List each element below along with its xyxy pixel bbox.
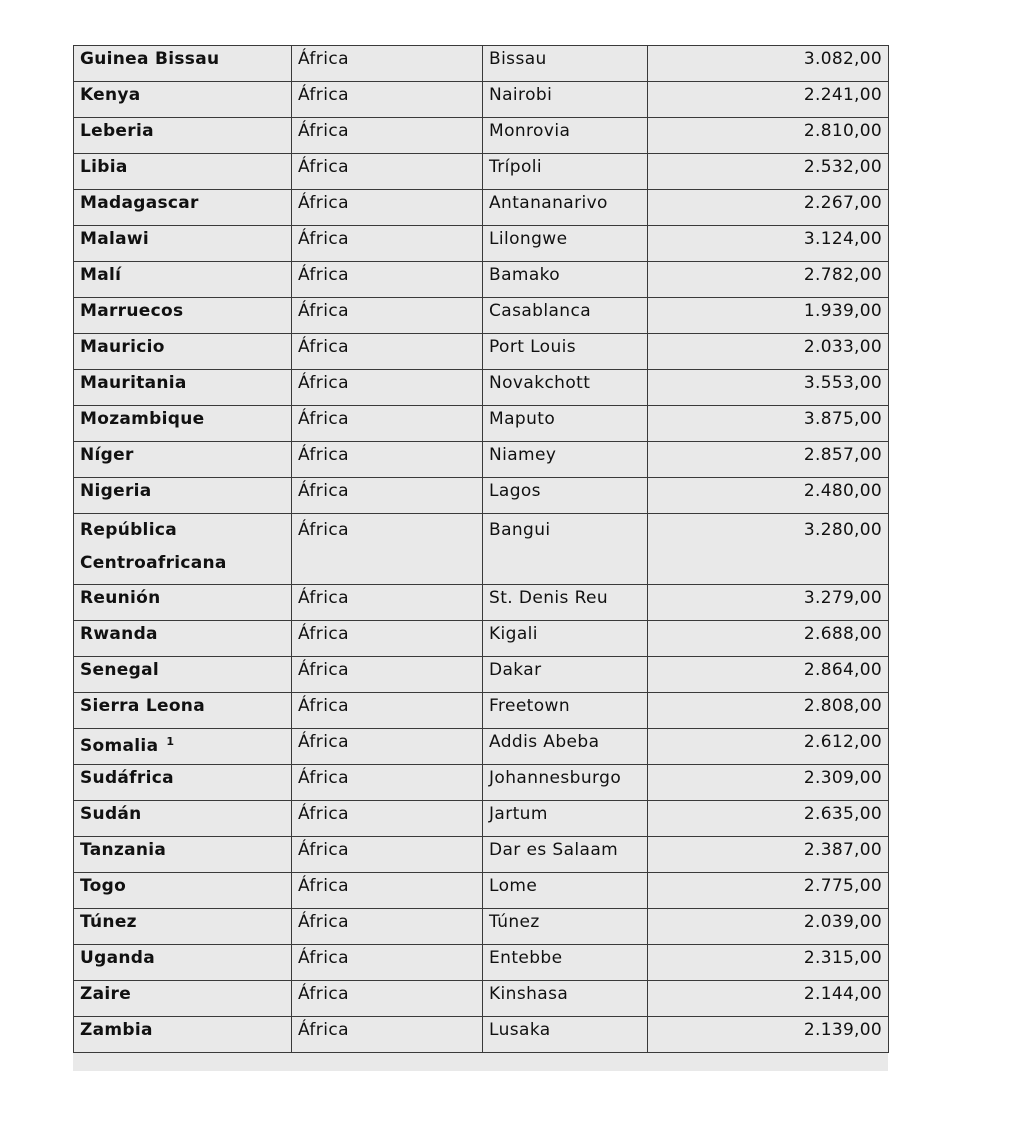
- value-cell-text: 2.144,00: [803, 984, 882, 1004]
- country-cell: [74, 82, 292, 118]
- country-cell: [74, 406, 292, 442]
- table-row: [74, 981, 889, 1017]
- value-cell-text: 2.612,00: [803, 732, 882, 752]
- continent-cell-text: África: [298, 193, 349, 213]
- capital-cell: [483, 334, 648, 370]
- continent-cell: [292, 945, 483, 981]
- country-cell-text: Madagascar: [80, 193, 199, 213]
- value-cell: [648, 837, 889, 873]
- country-cell: [74, 873, 292, 909]
- capital-cell: [483, 46, 648, 82]
- country-cell: [74, 729, 292, 765]
- country-cell-text: Zaire: [80, 984, 132, 1004]
- capital-cell-text: Trípoli: [489, 157, 543, 177]
- country-cell: [74, 585, 292, 621]
- continent-cell: [292, 334, 483, 370]
- value-cell: [648, 1017, 889, 1053]
- capital-cell: [483, 585, 648, 621]
- capital-cell-text: Antananarivo: [489, 193, 608, 213]
- table-row: [74, 909, 889, 945]
- capital-cell-text: Bissau: [489, 49, 547, 69]
- table-row: [74, 657, 889, 693]
- value-cell-text: 2.864,00: [803, 660, 882, 680]
- value-cell-text: 2.480,00: [803, 481, 882, 501]
- continent-cell: [292, 837, 483, 873]
- country-cell-text: Mozambique: [80, 409, 205, 429]
- country-cell-text: Mauricio: [80, 337, 165, 357]
- capital-cell-text: Maputo: [489, 409, 556, 429]
- table-row: [74, 514, 889, 585]
- continent-cell-text: África: [298, 624, 349, 644]
- table-row: [74, 585, 889, 621]
- capital-cell-text: Bamako: [489, 265, 561, 285]
- value-cell: [648, 334, 889, 370]
- country-cell: [74, 262, 292, 298]
- country-cell: [74, 442, 292, 478]
- continent-cell: [292, 370, 483, 406]
- country-cell-text: Sudán: [80, 804, 142, 824]
- value-cell-text: 3.124,00: [803, 229, 882, 249]
- country-cell-text: Uganda: [80, 948, 155, 968]
- table-row: [74, 154, 889, 190]
- capital-cell-text: Kigali: [489, 624, 538, 644]
- capital-cell: [483, 370, 648, 406]
- capital-cell: [483, 226, 648, 262]
- table-row: [74, 621, 889, 657]
- continent-cell-text: África: [298, 85, 349, 105]
- capital-cell: [483, 621, 648, 657]
- capital-cell-text: Nairobi: [489, 85, 553, 105]
- table-row: [74, 298, 889, 334]
- continent-cell: [292, 406, 483, 442]
- capital-cell-text: Lilongwe: [489, 229, 568, 249]
- value-cell-text: 2.782,00: [803, 265, 882, 285]
- capital-cell-text: Jartum: [489, 804, 548, 824]
- value-cell: [648, 693, 889, 729]
- continent-cell: [292, 981, 483, 1017]
- country-cell: [74, 226, 292, 262]
- continent-cell-text: África: [298, 732, 349, 752]
- table-row: [74, 945, 889, 981]
- capital-cell: [483, 1017, 648, 1053]
- capital-cell: [483, 298, 648, 334]
- continent-cell: [292, 801, 483, 837]
- capital-cell-text: Addis Abeba: [489, 732, 600, 752]
- table-row: [74, 801, 889, 837]
- continent-cell-text: África: [298, 157, 349, 177]
- table-row: [74, 82, 889, 118]
- capital-cell: [483, 478, 648, 514]
- capital-cell: [483, 154, 648, 190]
- value-cell-text: 2.309,00: [803, 768, 882, 788]
- continent-cell: [292, 82, 483, 118]
- continent-cell-text: África: [298, 768, 349, 788]
- value-cell-text: 3.280,00: [803, 520, 882, 540]
- value-cell: [648, 154, 889, 190]
- value-cell: [648, 909, 889, 945]
- country-cell-text: Marruecos: [80, 301, 184, 321]
- table-row: [74, 190, 889, 226]
- value-cell-text: 2.810,00: [803, 121, 882, 141]
- country-cell: [74, 190, 292, 226]
- country-cell-text: Malawi: [80, 229, 150, 249]
- table-row: [74, 262, 889, 298]
- continent-cell: [292, 657, 483, 693]
- value-cell: [648, 118, 889, 154]
- capital-cell-text: Monrovia: [489, 121, 571, 141]
- value-cell: [648, 298, 889, 334]
- capital-cell: [483, 657, 648, 693]
- value-cell-text: 2.688,00: [803, 624, 882, 644]
- continent-cell: [292, 514, 483, 585]
- value-cell: [648, 442, 889, 478]
- value-cell: [648, 981, 889, 1017]
- capital-cell: [483, 945, 648, 981]
- continent-cell: [292, 693, 483, 729]
- continent-cell: [292, 765, 483, 801]
- continent-cell-text: África: [298, 229, 349, 249]
- continent-cell: [292, 118, 483, 154]
- continent-cell: [292, 585, 483, 621]
- country-cell: [74, 765, 292, 801]
- value-cell-text: 1.939,00: [803, 301, 882, 321]
- continent-cell-text: África: [298, 520, 349, 540]
- capital-cell-text: Lome: [489, 876, 538, 896]
- table-row: [74, 873, 889, 909]
- table-row: [74, 442, 889, 478]
- capital-cell-text: Túnez: [489, 912, 540, 932]
- capital-cell: [483, 693, 648, 729]
- country-cell-text: Rwanda: [80, 624, 158, 644]
- country-cell: [74, 298, 292, 334]
- capital-cell: [483, 981, 648, 1017]
- value-cell: [648, 226, 889, 262]
- capital-cell-text: Bangui: [489, 520, 551, 540]
- country-cell-text: Somalia: [80, 736, 159, 756]
- country-cell-text: Nigeria: [80, 481, 152, 501]
- value-cell: [648, 262, 889, 298]
- continent-cell-text: África: [298, 840, 349, 860]
- value-cell-text: 3.553,00: [803, 373, 882, 393]
- table-row: [74, 226, 889, 262]
- country-cell-text: Sudáfrica: [80, 768, 174, 788]
- capital-cell: [483, 514, 648, 585]
- capital-cell-text: Casablanca: [489, 301, 592, 321]
- table-row: [74, 478, 889, 514]
- value-cell-text: 3.279,00: [803, 588, 882, 608]
- value-cell: [648, 657, 889, 693]
- country-cell-text: Sierra Leona: [80, 696, 205, 716]
- value-cell-text: 2.532,00: [803, 157, 882, 177]
- country-cell: [74, 657, 292, 693]
- capital-cell-text: Dar es Salaam: [489, 840, 619, 860]
- value-cell-text: 2.139,00: [803, 1020, 882, 1040]
- continent-cell-text: África: [298, 121, 349, 141]
- country-cell-text: Mauritania: [80, 373, 187, 393]
- value-cell-text: 2.775,00: [803, 876, 882, 896]
- table-row: [74, 1017, 889, 1053]
- value-cell: [648, 46, 889, 82]
- country-cell-text: Senegal: [80, 660, 159, 680]
- capital-cell: [483, 82, 648, 118]
- capital-cell: [483, 729, 648, 765]
- continent-cell-text: África: [298, 804, 349, 824]
- capital-cell: [483, 909, 648, 945]
- country-cell-text: Kenya: [80, 85, 141, 105]
- continent-cell: [292, 1017, 483, 1053]
- capital-cell: [483, 765, 648, 801]
- table-row: [74, 334, 889, 370]
- continent-cell-text: África: [298, 660, 349, 680]
- capital-cell-text: Dakar: [489, 660, 542, 680]
- capital-cell-text: Lagos: [489, 481, 541, 501]
- continent-cell-text: África: [298, 912, 349, 932]
- continent-cell-text: África: [298, 696, 349, 716]
- value-cell-text: 2.387,00: [803, 840, 882, 860]
- table-row: [74, 118, 889, 154]
- capital-cell-text: Port Louis: [489, 337, 577, 357]
- value-cell-text: 3.875,00: [803, 409, 882, 429]
- value-cell: [648, 873, 889, 909]
- capital-cell-text: Lusaka: [489, 1020, 551, 1040]
- country-cell: [74, 945, 292, 981]
- value-cell: [648, 729, 889, 765]
- value-cell: [648, 765, 889, 801]
- continent-cell: [292, 873, 483, 909]
- value-cell-text: 2.267,00: [803, 193, 882, 213]
- value-cell-text: 2.033,00: [803, 337, 882, 357]
- country-cell: [74, 334, 292, 370]
- continent-cell-text: África: [298, 445, 349, 465]
- capital-cell-text: Entebbe: [489, 948, 563, 968]
- value-cell: [648, 621, 889, 657]
- table-row: [74, 406, 889, 442]
- value-cell: [648, 190, 889, 226]
- continent-cell: [292, 621, 483, 657]
- capital-cell-text: Niamey: [489, 445, 557, 465]
- country-cell-text: Reunión: [80, 588, 161, 608]
- capital-cell: [483, 801, 648, 837]
- table-row: [74, 729, 889, 765]
- country-cell-text: Guinea Bissau: [80, 49, 220, 69]
- country-cell: [74, 981, 292, 1017]
- country-cell-text: Zambia: [80, 1020, 153, 1040]
- country-cell: [74, 801, 292, 837]
- table-row: [74, 693, 889, 729]
- continent-cell-text: África: [298, 948, 349, 968]
- continent-cell-text: África: [298, 265, 349, 285]
- capital-cell-text: Kinshasa: [489, 984, 569, 1004]
- country-cell-text: Libia: [80, 157, 128, 177]
- country-cell: [74, 909, 292, 945]
- value-cell: [648, 82, 889, 118]
- continent-cell-text: África: [298, 984, 349, 1004]
- capital-cell: [483, 118, 648, 154]
- capital-cell: [483, 873, 648, 909]
- capital-cell: [483, 837, 648, 873]
- table-row: [74, 765, 889, 801]
- country-cell: [74, 837, 292, 873]
- continent-cell: [292, 262, 483, 298]
- value-cell: [648, 945, 889, 981]
- country-cell: [74, 46, 292, 82]
- footnote-marker: 1: [166, 735, 175, 748]
- continent-cell-text: África: [298, 337, 349, 357]
- continent-cell: [292, 190, 483, 226]
- country-cell: [74, 514, 292, 585]
- value-cell-text: 2.857,00: [803, 445, 882, 465]
- capital-cell-text: Johannesburgo: [489, 768, 622, 788]
- capital-cell-text: Freetown: [489, 696, 571, 716]
- country-cell: [74, 118, 292, 154]
- capital-cell: [483, 262, 648, 298]
- value-cell-text: 2.808,00: [803, 696, 882, 716]
- continent-cell-text: África: [298, 481, 349, 501]
- continent-cell: [292, 729, 483, 765]
- value-cell: [648, 801, 889, 837]
- continent-cell-text: África: [298, 588, 349, 608]
- country-cell: [74, 154, 292, 190]
- country-cell: [74, 693, 292, 729]
- country-cell: [74, 478, 292, 514]
- country-cell-text: Malí: [80, 265, 122, 285]
- continent-cell-text: África: [298, 876, 349, 896]
- continent-cell: [292, 226, 483, 262]
- country-cell-text: Togo: [80, 876, 127, 896]
- value-cell-text: 2.039,00: [803, 912, 882, 932]
- continent-cell-text: África: [298, 301, 349, 321]
- continent-cell: [292, 298, 483, 334]
- value-cell: [648, 478, 889, 514]
- value-cell: [648, 370, 889, 406]
- country-cell-text: República Centroafricana: [80, 520, 227, 573]
- value-cell-text: 2.635,00: [803, 804, 882, 824]
- capital-cell: [483, 442, 648, 478]
- table-row: [74, 46, 889, 82]
- country-cell: [74, 370, 292, 406]
- table-row: [74, 837, 889, 873]
- continent-cell-text: África: [298, 373, 349, 393]
- value-cell: [648, 406, 889, 442]
- capital-cell-text: St. Denis Reu: [489, 588, 609, 608]
- continent-cell: [292, 909, 483, 945]
- country-cell: [74, 621, 292, 657]
- country-cell-text: Leberia: [80, 121, 154, 141]
- value-cell-text: 2.241,00: [803, 85, 882, 105]
- continent-cell-text: África: [298, 409, 349, 429]
- continent-cell: [292, 442, 483, 478]
- continent-cell: [292, 154, 483, 190]
- continent-cell: [292, 46, 483, 82]
- country-table: [73, 45, 889, 1053]
- capital-cell-text: Novakchott: [489, 373, 591, 393]
- country-cell-text: Túnez: [80, 912, 137, 932]
- value-cell-text: 2.315,00: [803, 948, 882, 968]
- table-body: [74, 46, 889, 1053]
- continent-cell-text: África: [298, 49, 349, 69]
- country-cell-text: Níger: [80, 445, 134, 465]
- country-cell-text: Tanzania: [80, 840, 167, 860]
- value-cell-text: 3.082,00: [803, 49, 882, 69]
- value-cell: [648, 514, 889, 585]
- table-row: [74, 370, 889, 406]
- continent-cell-text: África: [298, 1020, 349, 1040]
- value-cell: [648, 585, 889, 621]
- capital-cell: [483, 190, 648, 226]
- country-cell: [74, 1017, 292, 1053]
- continent-cell: [292, 478, 483, 514]
- capital-cell: [483, 406, 648, 442]
